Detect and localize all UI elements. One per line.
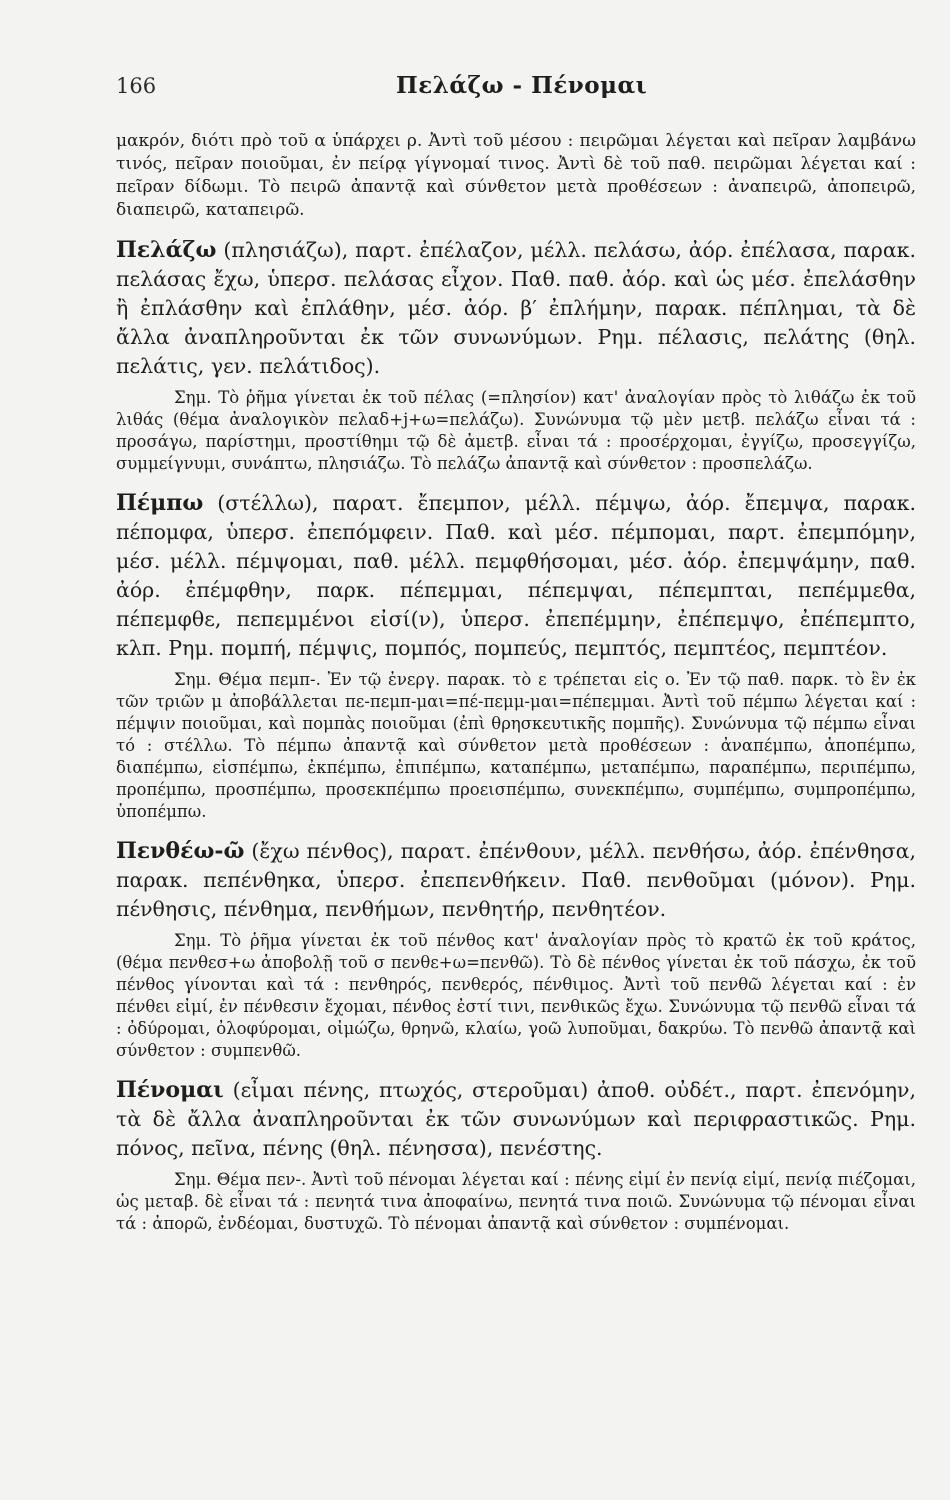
running-title: Πελάζω - Πένομαι (396, 72, 648, 99)
entry-body: (πλησιάζω), παρτ. ἐπέλαζον, μέλλ. πελάσω, ἀόρ. ἐπέλασα, παρακ. πελάσας ἔχω, ὑπερσ. πελάσας εἶχον. Παθ. παθ. ἀόρ. καὶ ὡς μέσ. ἐπελάσθην ἢ ἐπλάσθην καὶ ἐπλάθην, μέσ. ἀόρ. β′ ἐπλήμην, παρακ. πέπλημαι, τὰ δὲ ἄλλα ἀναπληροῦνται ἐκ τῶν συνωνύμων. Ρημ. πέλασις, πελάτης (θηλ. πελάτις, γεν. πελάτιδος). (116, 238, 916, 378)
entry-body: (εἶμαι πένης, πτωχός, στεροῦμαι) ἀποθ. οὐδέτ., παρτ. ἐπενόμην, τὰ δὲ ἄλλα ἀναπληροῦνται ἐκ τῶν συνωνύμων καὶ περιφραστικῶς. Ρημ. πόνος, πεῖνα, πένης (θηλ. πένησσα), πενέστης. (116, 1078, 916, 1160)
page-body (116, 130, 916, 1235)
entry-pentheo (116, 837, 916, 924)
page-number: 166 (116, 74, 157, 98)
headword: Πέμπω (116, 490, 204, 516)
entry-note: Σημ. Τὸ ῥῆμα γίνεται ἐκ τοῦ πέλας (=πλησίον) κατ' ἀναλογίαν πρὸς τὸ λιθάζω ἐκ τοῦ λιθάς (θέμα ἀναλογικὸν πελαδ+j+ω=πελάζω). Συνώνυμα τῷ μὲν μετβ. πελάζω εἶναι τά : προσάγω, παρίστημι, προστίθημι τῷ δὲ ἀμετβ. εἶναι τά : προσέρχομαι, ἐγγίζω, προσεγγίζω, συμμείγνυμι, συνάπτω, πλησιάζω. Τὸ πελάζω ἀπαντᾷ καὶ σύνθετον : προσπελάζω. (116, 388, 916, 473)
entry-pelazo (116, 236, 916, 381)
entry-body: (ἔχω πένθος), παρατ. ἐπένθουν, μέλλ. πενθήσω, ἀόρ. ἐπένθησα, παρακ. πεπένθηκα, ὑπερσ. ἐπεπενθήκειν. Παθ. πενθοῦμαι (μόνον). Ρημ. πένθησις, πένθημα, πενθήμων, πενθητήρ, πενθητέον. (116, 839, 916, 921)
entry-penomai (116, 1076, 916, 1163)
headword: Πελάζω (116, 237, 217, 263)
headword: Πενθέω-ῶ (116, 838, 245, 864)
page-header (116, 74, 902, 108)
entry-note: Σημ. Τὸ ῥῆμα γίνεται ἐκ τοῦ πένθος κατ' ἀναλογίαν πρὸς τὸ κρατῶ ἐκ τοῦ κράτος, (θέμα πενθεσ+ω ἀποβολῇ τοῦ σ πενθε+ω=πενθῶ). Τὸ δὲ πένθος γίνεται ἐκ τοῦ πάσχω, ἐκ τοῦ πένθος γίνονται καὶ τά : πενθηρός, πενθερός, πένθιμος. Ἀντὶ τοῦ πενθῶ λέγεται καί : ἐν πένθει εἰμί, ἐν πένθεσιν ἔχομαι, πένθος ἐστί τινι, πενθικῶς ἔχω. Συνώνυμα τῷ πενθῶ εἶναι τά : ὀδύρομαι, ὀλοφύρομαι, οἰμώζω, θρηνῶ, κλαίω, γοῶ λυποῦμαι, δακρύω. Τὸ πενθῶ ἀπαντᾷ καὶ σύνθετον : συμπενθῶ. (116, 931, 916, 1060)
headword: Πένομαι (116, 1077, 224, 1103)
entry-body: (στέλλω), παρατ. ἔπεμπον, μέλλ. πέμψω, ἀόρ. ἔπεμψα, παρακ. πέπομφα, ὑπερσ. ἐπεπόμφειν. Παθ. καὶ μέσ. πέμπομαι, παρτ. ἐπεμπόμην, μέσ. μέλλ. πέμψομαι, παθ. μέλλ. πεμφθήσομαι, μέσ. ἀόρ. ἐπεμψάμην, παθ. ἀόρ. ἐπέμφθην, παρκ. πέπεμμαι, πέπεμψαι, πέπεμπται, πεπέμμεθα, πέπεμφθε, πεπεμμένοι εἰσί(ν), ὑπερσ. ἐπεπέμμην, ἐπέπεμψο, ἐπέπεμπτο, κλπ. Ρημ. πομπή, πέμψις, πομπός, πομπεύς, πεμπτός, πεμπτέος, πεμπτέον. (116, 491, 916, 660)
continued-text: μακρόν, διότι πρὸ τοῦ α ὑπάρχει ρ. Ἀντὶ τοῦ μέσου : πειρῶμαι λέγεται καὶ πεῖραν λαμβάνω τινός, πεῖραν ποιοῦμαι, ἐν πείρᾳ γίγνομαί τινος. Ἀντὶ δὲ τοῦ παθ. πειρῶμαι λέγεται καί : πεῖραν δίδωμι. Τὸ πειρῶ ἀπαντᾷ καὶ σύνθετον μετὰ προθέσεων : ἀναπειρῶ, ἀποπειρῶ, διαπειρῶ, καταπειρῶ. (116, 131, 916, 220)
entry-pempo (116, 489, 916, 663)
entry-note: Σημ. Θέμα πεμπ-. Ἐν τῷ ἐνεργ. παρακ. τὸ ε τρέπεται εἰς ο. Ἐν τῷ παθ. παρκ. τὸ ἓν ἐκ τῶν τριῶν μ ἀποβάλλεται πε-πεμπ-μαι=πέ-πεμμ-μαι=πέπεμμαι. Ἀντὶ τοῦ πέμπω λέγεται καί : πέμψιν ποιοῦμαι, καὶ πομπὰς ποιοῦμαι (ἐπὶ θρησκευτικῆς πομπῆς). Συνώνυμα τῷ πέμπω εἶναι τό : στέλλω. Τὸ πέμπω ἀπαντᾷ καὶ σύνθετον μετὰ προθέσεων : ἀναπέμπω, ἀποπέμπω, διαπέμπω, εἰσπέμπω, ἐκπέμπω, ἐπιπέμπω, καταπέμπω, μεταπέμπω, παραπέμπω, περιπέμπω, προπέμπω, προσπέμπω, προσεκπέμπω προεισπέμπω, συνεκπέμπω, συμπέμπω, συμπροπέμπω, ὑποπέμπω. (116, 670, 916, 821)
entry-note: Σημ. Θέμα πεν-. Ἀντὶ τοῦ πένομαι λέγεται καί : πένης εἰμί ἐν πενίᾳ εἰμί, πενίᾳ πιέζομαι, ὡς μεταβ. δὲ εἶναι τά : πενητά τινα ἀποφαίνω, πενητά τινα ποιῶ. Συνώνυμα τῷ πένομαι εἶναι τά : ἀπορῶ, ἐνδέομαι, δυστυχῶ. Τὸ πένομαι ἀπαντᾷ καὶ σύνθετον : συμπένομαι. (116, 1170, 916, 1233)
